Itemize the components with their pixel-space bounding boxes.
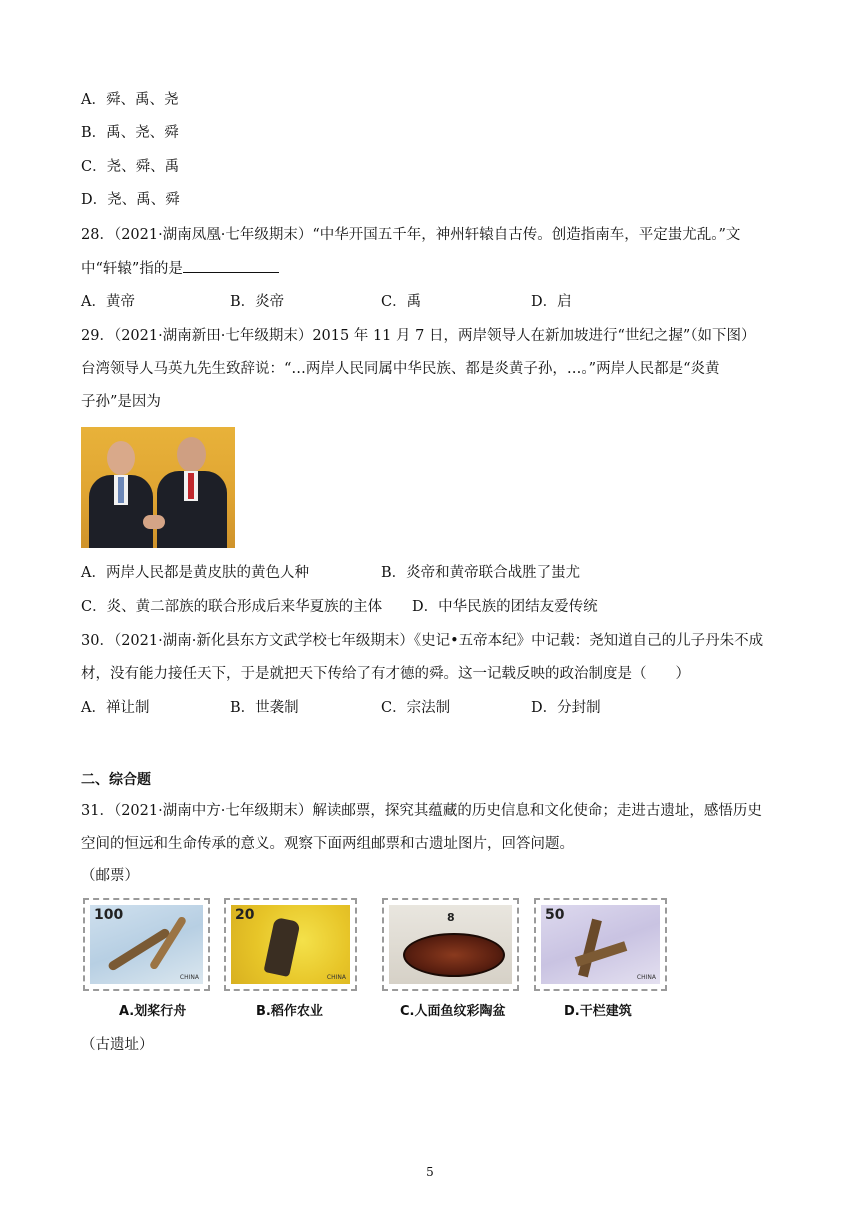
q29-stem-line2: 台湾领导人马英九先生致辞说：“…两岸人民同属中华民族、都是炎黄子孙，…。”两岸人民都是“炎黄	[81, 361, 720, 377]
q30-option-c: C．宗法制	[381, 700, 451, 716]
hands	[143, 515, 165, 529]
q29-stem-line3: 子孙”是因为	[81, 394, 161, 410]
person-right	[153, 427, 229, 548]
handshake-photo	[81, 427, 235, 548]
stamp-a-denomination: 100	[94, 907, 124, 923]
q29-option-d: D．中华民族的团结友爱传统	[412, 599, 598, 615]
q28-option-a: A．黄帝	[81, 294, 135, 310]
stamps-label: （邮票）	[81, 868, 139, 884]
q27-option-d: D．尧、禹、舜	[81, 192, 180, 208]
bone-spade-icon	[263, 917, 300, 977]
stamp-d	[534, 898, 667, 991]
q27-option-b: B．禹、尧、舜	[81, 125, 179, 141]
stamp-b-country: CHINA	[326, 974, 346, 981]
stamp-a-caption: A.划桨行舟	[119, 1004, 187, 1019]
stamp-c	[382, 898, 519, 991]
stamp-b-caption: B.稻作农业	[256, 1004, 323, 1019]
q28-option-b: B．炎帝	[230, 294, 285, 310]
section-title: 二、综合题	[81, 772, 151, 788]
q28-option-d: D．启	[531, 294, 572, 310]
answer-blank	[183, 258, 279, 273]
q30-stem-line2: 材，没有能力接任天下，于是就把天下传给了有才德的舜。这一记载反映的政治制度是（ ）	[81, 666, 690, 682]
sites-label: （古遗址）	[81, 1037, 154, 1053]
stamp-c-denomination: 8	[447, 911, 455, 924]
stamp-c-caption: C.人面鱼纹彩陶盆	[400, 1004, 506, 1019]
page-number: 5	[426, 1165, 434, 1179]
stamp-b	[224, 898, 357, 991]
wooden-post-icon	[578, 919, 602, 978]
stamp-a	[83, 898, 210, 991]
q30-option-a: A．禅让制	[81, 700, 150, 716]
q31-stem-line1: 31．（2021·湖南中方·七年级期末）解读邮票，探究其蕴藏的历史信息和文化使命；走进古遗址，感悟历史	[81, 803, 762, 819]
q28-option-c: C．禹	[381, 294, 422, 310]
q30-option-d: D．分封制	[531, 700, 601, 716]
q29-option-b: B．炎帝和黄帝联合战胜了蚩尤	[381, 565, 581, 581]
q29-option-c: C．炎、黄二部族的联合形成后来华夏族的主体	[81, 599, 383, 615]
q29-option-a: A．两岸人民都是黄皮肤的黄色人种	[81, 565, 309, 581]
q27-option-a: A．舜、禹、尧	[81, 92, 179, 108]
q28-stem-text: 中“轩辕”指的是	[81, 261, 183, 277]
q28-stem-line2	[81, 258, 279, 279]
q30-stem-line1: 30．（2021·湖南·新化县东方文武学校七年级期末）《史记•五帝本纪》中记载：尧知道自己的儿子丹朱不成	[81, 633, 764, 649]
stamp-d-caption: D.干栏建筑	[564, 1004, 632, 1019]
q29-stem-line1: 29．（2021·湖南新田·七年级期末）2015 年 11 月 7 日，两岸领导人在新加坡进行“世纪之握”（如下图）	[81, 328, 756, 344]
stamp-d-denomination: 50	[545, 907, 565, 923]
painted-basin-icon	[403, 933, 505, 977]
stamp-d-country: CHINA	[636, 974, 656, 981]
wooden-beam-icon	[575, 941, 628, 967]
stamp-a-country: CHINA	[179, 974, 199, 981]
q28-stem-line1: 28．（2021·湖南凤凰·七年级期末）“中华开国五千年，神州轩辕自古传。创造指南车，平定蚩尤乱。”文	[81, 227, 741, 243]
stamp-b-denomination: 20	[235, 907, 255, 923]
q30-option-b: B．世袭制	[230, 700, 299, 716]
q27-option-c: C．尧、舜、禹	[81, 159, 180, 175]
person-left	[87, 427, 157, 548]
q31-stem-line2: 空间的恒远和生命传承的意义。观察下面两组邮票和古遗址图片，回答问题。	[81, 836, 574, 852]
